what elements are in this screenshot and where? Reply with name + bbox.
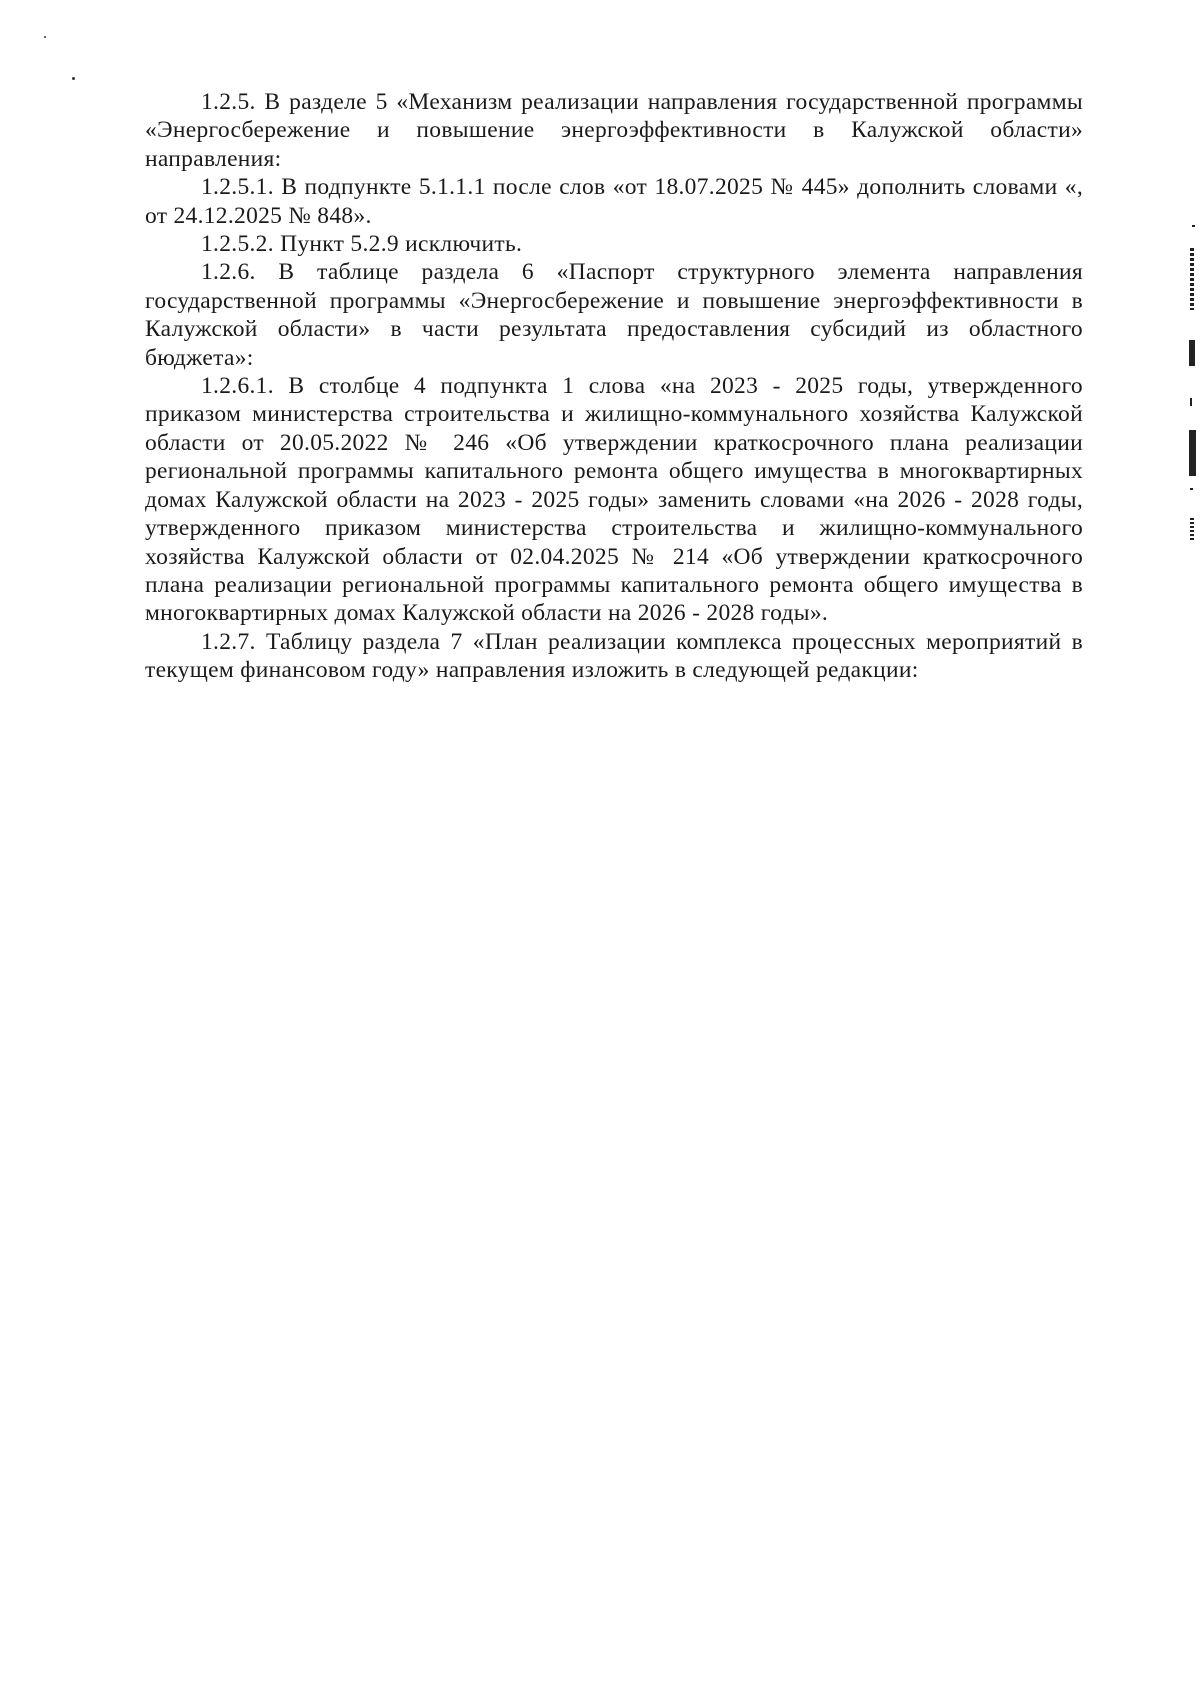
scan-artifact-dot [44, 36, 46, 38]
scan-edge-mark [1190, 488, 1193, 490]
paragraph-1-2-6-1: 1.2.6.1. В столбце 4 подпункта 1 слова «на 2023 - 2025 годы, утвержденного приказом министерства строительства и жилищно-коммунального хозяйства Калужской области от 20.05.2022 № 246 «Об утверждении краткосрочного плана реализации региональной программы капитального ремонта общего имущества в многоквартирных домах Калужской области на 2023 - 2025 годы» заменить словами «на 2026 - 2028 годы, утвержденного приказом министерства строительства и жилищно-коммунального хозяйства Калужской области от 02.04.2025 № 214 «Об утверждении краткосрочного плана реализации региональной программы капитального ремонта общего имущества в многоквартирных домах Калужской области на 2026 - 2028 годы». [145, 373, 1083, 627]
paragraph-1-2-7: 1.2.7. Таблицу раздела 7 «План реализации комплекса процессных мероприятий в текущем финансовом году» направления изложить в следующей редакции: [145, 628, 1083, 684]
scan-artifact-dot [72, 77, 75, 80]
scan-edge-mark [1190, 398, 1192, 406]
document-body [145, 88, 1083, 685]
paragraph-1-2-5: 1.2.5. В разделе 5 «Механизм реализации направления государственной программы «Энергосбережение и повышение энергоэффективности в Калужской области» направления: [145, 89, 1083, 172]
scan-edge-mark [1189, 430, 1196, 476]
scan-edge-mark [1190, 248, 1194, 310]
paragraph-1-2-5-1: 1.2.5.1. В подпункте 5.1.1.1 после слов «от 18.07.2025 № 445» дополнить словами «, от 24.12.2025 № 848». [145, 174, 1083, 229]
scan-edge-mark [1189, 340, 1195, 366]
scan-edge-mark [1190, 518, 1194, 542]
paragraph-1-2-5-2: 1.2.5.2. Пункт 5.2.9 исключить. [201, 231, 523, 258]
scan-edge-mark [1192, 225, 1195, 227]
paragraph-1-2-6: 1.2.6. В таблице раздела 6 «Паспорт структурного элемента направления государственной программы «Энергосбережение и повышение энергоэффективности в Калужской области» в части результата предоставления субсидий из областного бюджета»: [145, 259, 1083, 371]
